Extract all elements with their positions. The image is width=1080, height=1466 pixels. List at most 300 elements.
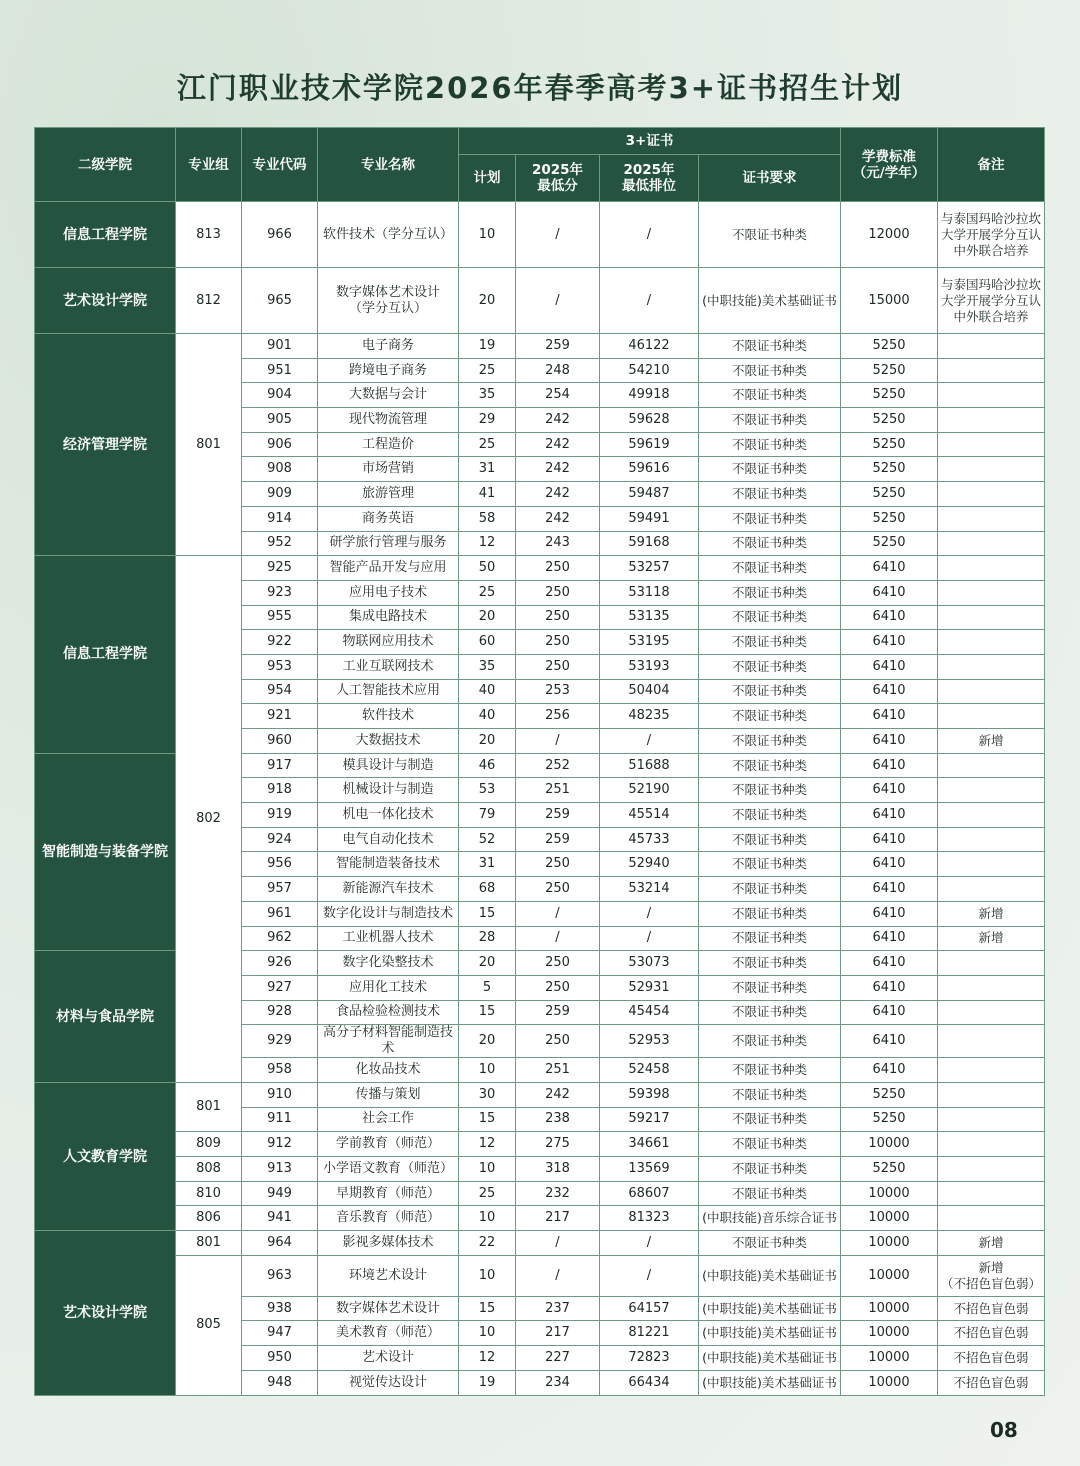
code-cell: 954	[242, 679, 318, 704]
min-rank-cell: /	[600, 202, 699, 268]
plan-cell: 31	[459, 852, 516, 877]
cert-cell: (中职技能)美术基础证书	[699, 1370, 841, 1395]
major-cell: 软件技术	[318, 704, 459, 729]
remark-cell: 新增	[938, 901, 1045, 926]
min-rank-cell: 59487	[600, 482, 699, 507]
code-cell: 956	[242, 852, 318, 877]
cert-cell: 不限证书种类	[699, 827, 841, 852]
major-cell: 电子商务	[318, 334, 459, 359]
remark-cell	[938, 679, 1045, 704]
code-cell: 953	[242, 654, 318, 679]
group-cell: 808	[176, 1157, 242, 1182]
remark-cell	[938, 753, 1045, 778]
code-cell: 941	[242, 1206, 318, 1231]
plan-cell: 28	[459, 926, 516, 951]
plan-cell: 10	[459, 202, 516, 268]
cert-cell: 不限证书种类	[699, 1107, 841, 1132]
major-cell: 数字媒体艺术设计	[318, 1296, 459, 1321]
college-cell: 艺术设计学院	[35, 268, 176, 334]
remark-cell	[938, 1132, 1045, 1157]
plan-cell: 58	[459, 506, 516, 531]
plan-cell: 12	[459, 531, 516, 556]
remark-cell: 不招色盲色弱	[938, 1321, 1045, 1346]
min-score-cell: 259	[516, 827, 600, 852]
plan-cell: 20	[459, 1025, 516, 1058]
cert-cell: 不限证书种类	[699, 1000, 841, 1025]
fee-cell: 5250	[841, 408, 938, 433]
table-body	[35, 202, 1045, 1396]
fee-cell: 5250	[841, 358, 938, 383]
remark-cell: 新增	[938, 729, 1045, 754]
min-rank-cell: 68607	[600, 1181, 699, 1206]
min-score-cell: 250	[516, 951, 600, 976]
major-cell: 小学语文教育（师范）	[318, 1157, 459, 1182]
major-cell: 模具设计与制造	[318, 753, 459, 778]
plan-cell: 25	[459, 432, 516, 457]
min-score-cell: /	[516, 202, 600, 268]
cert-cell: (中职技能)音乐综合证书	[699, 1206, 841, 1231]
page-title: 江门职业技术学院2026年春季高考3+证书招生计划	[176, 71, 904, 105]
cert-cell: 不限证书种类	[699, 457, 841, 482]
fee-cell: 5250	[841, 432, 938, 457]
remark-cell	[938, 704, 1045, 729]
min-rank-cell: 53135	[600, 605, 699, 630]
table-row	[35, 1181, 1045, 1206]
fee-cell: 5250	[841, 531, 938, 556]
major-cell: 智能制造装备技术	[318, 852, 459, 877]
cert-cell: 不限证书种类	[699, 975, 841, 1000]
cert-cell: 不限证书种类	[699, 803, 841, 828]
major-cell: 物联网应用技术	[318, 630, 459, 655]
min-rank-cell: 45454	[600, 1000, 699, 1025]
fee-cell: 6410	[841, 827, 938, 852]
major-cell: 应用化工技术	[318, 975, 459, 1000]
group-cell: 802	[176, 556, 242, 1083]
group-cell: 812	[176, 268, 242, 334]
fee-cell: 6410	[841, 901, 938, 926]
cert-cell: 不限证书种类	[699, 926, 841, 951]
remark-cell	[938, 531, 1045, 556]
min-rank-cell: 53257	[600, 556, 699, 581]
code-cell: 905	[242, 408, 318, 433]
min-rank-cell: 59398	[600, 1082, 699, 1107]
major-cell: 研学旅行管理与服务	[318, 531, 459, 556]
min-rank-cell: 64157	[600, 1296, 699, 1321]
cert-cell: 不限证书种类	[699, 531, 841, 556]
fee-cell: 5250	[841, 457, 938, 482]
remark-cell	[938, 877, 1045, 902]
code-cell: 958	[242, 1058, 318, 1083]
code-cell: 950	[242, 1346, 318, 1371]
fee-cell: 6410	[841, 803, 938, 828]
code-cell: 961	[242, 901, 318, 926]
page-number: 08	[990, 1418, 1018, 1442]
cert-cell: 不限证书种类	[699, 1082, 841, 1107]
fee-cell: 12000	[841, 202, 938, 268]
code-cell: 923	[242, 580, 318, 605]
cert-cell: 不限证书种类	[699, 951, 841, 976]
plan-cell: 19	[459, 1370, 516, 1395]
plan-cell: 31	[459, 457, 516, 482]
code-cell: 949	[242, 1181, 318, 1206]
cert-cell: 不限证书种类	[699, 1157, 841, 1182]
min-score-cell: 254	[516, 383, 600, 408]
cert-cell: 不限证书种类	[699, 556, 841, 581]
remark-cell: 不招色盲色弱	[938, 1296, 1045, 1321]
plan-cell: 25	[459, 580, 516, 605]
cert-cell: 不限证书种类	[699, 852, 841, 877]
plan-cell: 52	[459, 827, 516, 852]
header-fee: 学费标准 （元/学年）	[841, 128, 938, 202]
remark-cell	[938, 457, 1045, 482]
major-cell: 音乐教育（师范）	[318, 1206, 459, 1231]
min-score-cell: 253	[516, 679, 600, 704]
code-cell: 904	[242, 383, 318, 408]
plan-cell: 41	[459, 482, 516, 507]
code-cell: 922	[242, 630, 318, 655]
min-rank-cell: 59616	[600, 457, 699, 482]
plan-cell: 15	[459, 1107, 516, 1132]
remark-cell	[938, 975, 1045, 1000]
major-cell: 美术教育（师范）	[318, 1321, 459, 1346]
min-score-cell: 250	[516, 975, 600, 1000]
min-rank-cell: /	[600, 729, 699, 754]
min-rank-cell: 45733	[600, 827, 699, 852]
cert-cell: 不限证书种类	[699, 334, 841, 359]
remark-cell	[938, 408, 1045, 433]
code-cell: 955	[242, 605, 318, 630]
header-plan: 计划	[459, 155, 516, 202]
cert-cell: 不限证书种类	[699, 1181, 841, 1206]
code-cell: 957	[242, 877, 318, 902]
plan-cell: 20	[459, 605, 516, 630]
plan-cell: 5	[459, 975, 516, 1000]
code-cell: 906	[242, 432, 318, 457]
min-score-cell: 251	[516, 778, 600, 803]
fee-cell: 10000	[841, 1346, 938, 1371]
cert-cell: 不限证书种类	[699, 383, 841, 408]
enrollment-table	[34, 127, 1045, 1396]
remark-cell: 新增	[938, 1231, 1045, 1256]
plan-cell: 20	[459, 268, 516, 334]
table-header	[35, 128, 1045, 202]
fee-cell: 6410	[841, 630, 938, 655]
min-score-cell: 250	[516, 1025, 600, 1058]
remark-cell	[938, 605, 1045, 630]
fee-cell: 5250	[841, 1107, 938, 1132]
fee-cell: 10000	[841, 1321, 938, 1346]
fee-cell: 6410	[841, 704, 938, 729]
min-rank-cell: /	[600, 1231, 699, 1256]
header-cert-req: 证书要求	[699, 155, 841, 202]
plan-cell: 20	[459, 729, 516, 754]
min-rank-cell: /	[600, 926, 699, 951]
min-rank-cell: 52940	[600, 852, 699, 877]
major-cell: 人工智能技术应用	[318, 679, 459, 704]
min-score-cell: 250	[516, 654, 600, 679]
code-cell: 913	[242, 1157, 318, 1182]
cert-cell: 不限证书种类	[699, 482, 841, 507]
college-cell: 材料与食品学院	[35, 951, 176, 1083]
fee-cell: 10000	[841, 1231, 938, 1256]
fee-cell: 6410	[841, 605, 938, 630]
group-cell: 809	[176, 1132, 242, 1157]
college-cell: 人文教育学院	[35, 1082, 176, 1230]
plan-cell: 15	[459, 1000, 516, 1025]
min-rank-cell: 59491	[600, 506, 699, 531]
fee-cell: 6410	[841, 877, 938, 902]
cert-cell: (中职技能)美术基础证书	[699, 1346, 841, 1371]
code-cell: 951	[242, 358, 318, 383]
code-cell: 919	[242, 803, 318, 828]
min-score-cell: 250	[516, 630, 600, 655]
min-rank-cell: 59168	[600, 531, 699, 556]
remark-cell	[938, 482, 1045, 507]
min-score-cell: 275	[516, 1132, 600, 1157]
header-remark: 备注	[938, 128, 1045, 202]
code-cell: 966	[242, 202, 318, 268]
group-cell: 805	[176, 1255, 242, 1395]
remark-cell	[938, 556, 1045, 581]
header-code: 专业代码	[242, 128, 318, 202]
min-score-cell: 242	[516, 432, 600, 457]
min-score-cell: 232	[516, 1181, 600, 1206]
code-cell: 917	[242, 753, 318, 778]
cert-cell: 不限证书种类	[699, 901, 841, 926]
remark-cell	[938, 1000, 1045, 1025]
min-score-cell: 242	[516, 457, 600, 482]
code-cell: 963	[242, 1255, 318, 1296]
min-rank-cell: 53118	[600, 580, 699, 605]
min-score-cell: 238	[516, 1107, 600, 1132]
college-cell: 信息工程学院	[35, 202, 176, 268]
cert-cell: 不限证书种类	[699, 778, 841, 803]
min-rank-cell: /	[600, 901, 699, 926]
plan-cell: 15	[459, 1296, 516, 1321]
major-cell: 跨境电子商务	[318, 358, 459, 383]
major-cell: 新能源汽车技术	[318, 877, 459, 902]
min-score-cell: 227	[516, 1346, 600, 1371]
major-cell: 集成电路技术	[318, 605, 459, 630]
header-min-rank: 2025年 最低排位	[600, 155, 699, 202]
plan-cell: 53	[459, 778, 516, 803]
remark-cell: 不招色盲色弱	[938, 1346, 1045, 1371]
fee-cell: 15000	[841, 268, 938, 334]
min-rank-cell: 49918	[600, 383, 699, 408]
min-score-cell: 318	[516, 1157, 600, 1182]
code-cell: 952	[242, 531, 318, 556]
major-cell: 社会工作	[318, 1107, 459, 1132]
fee-cell: 5250	[841, 334, 938, 359]
cert-cell: (中职技能)美术基础证书	[699, 1321, 841, 1346]
min-rank-cell: 46122	[600, 334, 699, 359]
major-cell: 市场营销	[318, 457, 459, 482]
plan-cell: 12	[459, 1132, 516, 1157]
min-rank-cell: 53214	[600, 877, 699, 902]
plan-cell: 19	[459, 334, 516, 359]
remark-cell	[938, 778, 1045, 803]
fee-cell: 6410	[841, 556, 938, 581]
min-rank-cell: 53073	[600, 951, 699, 976]
plan-cell: 12	[459, 1346, 516, 1371]
fee-cell: 6410	[841, 753, 938, 778]
cert-cell: (中职技能)美术基础证书	[699, 1296, 841, 1321]
table-row	[35, 556, 1045, 581]
remark-cell	[938, 1157, 1045, 1182]
major-cell: 机械设计与制造	[318, 778, 459, 803]
min-rank-cell: 72823	[600, 1346, 699, 1371]
major-cell: 现代物流管理	[318, 408, 459, 433]
header-major: 专业名称	[318, 128, 459, 202]
min-score-cell: 242	[516, 1082, 600, 1107]
min-score-cell: 250	[516, 605, 600, 630]
fee-cell: 6410	[841, 654, 938, 679]
min-rank-cell: 59619	[600, 432, 699, 457]
remark-cell	[938, 1082, 1045, 1107]
fee-cell: 10000	[841, 1255, 938, 1296]
cert-cell: 不限证书种类	[699, 1058, 841, 1083]
code-cell: 910	[242, 1082, 318, 1107]
major-cell: 艺术设计	[318, 1346, 459, 1371]
remark-cell	[938, 827, 1045, 852]
major-cell: 数字化设计与制造技术	[318, 901, 459, 926]
remark-cell	[938, 1181, 1045, 1206]
major-cell: 工程造价	[318, 432, 459, 457]
min-rank-cell: 53195	[600, 630, 699, 655]
min-score-cell: /	[516, 926, 600, 951]
major-cell: 数字化染整技术	[318, 951, 459, 976]
remark-cell: 新增 （不招色盲色弱）	[938, 1255, 1045, 1296]
major-cell: 智能产品开发与应用	[318, 556, 459, 581]
code-cell: 927	[242, 975, 318, 1000]
fee-cell: 5250	[841, 1082, 938, 1107]
min-score-cell: 243	[516, 531, 600, 556]
min-rank-cell: 34661	[600, 1132, 699, 1157]
min-rank-cell: /	[600, 1255, 699, 1296]
group-cell: 801	[176, 1082, 242, 1131]
plan-cell: 29	[459, 408, 516, 433]
major-cell: 数字媒体艺术设计 （学分互认）	[318, 268, 459, 334]
remark-cell	[938, 358, 1045, 383]
min-score-cell: 217	[516, 1321, 600, 1346]
cert-cell: 不限证书种类	[699, 1231, 841, 1256]
code-cell: 964	[242, 1231, 318, 1256]
cert-cell: 不限证书种类	[699, 729, 841, 754]
min-rank-cell: 50404	[600, 679, 699, 704]
cert-cell: (中职技能)美术基础证书	[699, 268, 841, 334]
min-rank-cell: 48235	[600, 704, 699, 729]
code-cell: 947	[242, 1321, 318, 1346]
major-cell: 传播与策划	[318, 1082, 459, 1107]
remark-cell	[938, 334, 1045, 359]
major-cell: 大数据与会计	[318, 383, 459, 408]
remark-cell: 与泰国玛哈沙拉坎 大学开展学分互认 中外联合培养	[938, 268, 1045, 334]
fee-cell: 6410	[841, 852, 938, 877]
min-rank-cell: 81323	[600, 1206, 699, 1231]
fee-cell: 10000	[841, 1132, 938, 1157]
remark-cell	[938, 803, 1045, 828]
cert-cell: 不限证书种类	[699, 605, 841, 630]
code-cell: 938	[242, 1296, 318, 1321]
code-cell: 965	[242, 268, 318, 334]
cert-cell: 不限证书种类	[699, 630, 841, 655]
min-rank-cell: 59628	[600, 408, 699, 433]
code-cell: 962	[242, 926, 318, 951]
min-score-cell: /	[516, 1231, 600, 1256]
remark-cell	[938, 1107, 1045, 1132]
cert-cell: 不限证书种类	[699, 753, 841, 778]
plan-cell: 30	[459, 1082, 516, 1107]
min-score-cell: 256	[516, 704, 600, 729]
fee-cell: 5250	[841, 482, 938, 507]
cert-cell: 不限证书种类	[699, 877, 841, 902]
min-score-cell: 259	[516, 1000, 600, 1025]
table-row	[35, 202, 1045, 268]
table-row	[35, 1082, 1045, 1107]
major-cell: 化妆品技术	[318, 1058, 459, 1083]
plan-cell: 10	[459, 1058, 516, 1083]
code-cell: 924	[242, 827, 318, 852]
min-rank-cell: 81221	[600, 1321, 699, 1346]
major-cell: 学前教育（师范）	[318, 1132, 459, 1157]
cert-cell: 不限证书种类	[699, 202, 841, 268]
plan-cell: 35	[459, 654, 516, 679]
min-score-cell: /	[516, 1255, 600, 1296]
code-cell: 901	[242, 334, 318, 359]
min-score-cell: 250	[516, 877, 600, 902]
plan-cell: 10	[459, 1321, 516, 1346]
plan-cell: 68	[459, 877, 516, 902]
min-score-cell: /	[516, 268, 600, 334]
code-cell: 929	[242, 1025, 318, 1058]
cert-cell: 不限证书种类	[699, 1132, 841, 1157]
min-rank-cell: 53193	[600, 654, 699, 679]
min-score-cell: 259	[516, 803, 600, 828]
min-rank-cell: /	[600, 268, 699, 334]
cert-cell: 不限证书种类	[699, 358, 841, 383]
fee-cell: 10000	[841, 1296, 938, 1321]
min-score-cell: /	[516, 729, 600, 754]
major-cell: 环境艺术设计	[318, 1255, 459, 1296]
remark-cell	[938, 852, 1045, 877]
min-score-cell: 251	[516, 1058, 600, 1083]
plan-cell: 50	[459, 556, 516, 581]
major-cell: 大数据技术	[318, 729, 459, 754]
cert-cell: 不限证书种类	[699, 580, 841, 605]
code-cell: 914	[242, 506, 318, 531]
fee-cell: 5250	[841, 1157, 938, 1182]
remark-cell: 新增	[938, 926, 1045, 951]
major-cell: 影视多媒体技术	[318, 1231, 459, 1256]
remark-cell	[938, 580, 1045, 605]
min-score-cell: 234	[516, 1370, 600, 1395]
code-cell: 948	[242, 1370, 318, 1395]
min-rank-cell: 52953	[600, 1025, 699, 1058]
major-cell: 旅游管理	[318, 482, 459, 507]
cert-cell: 不限证书种类	[699, 432, 841, 457]
group-cell: 806	[176, 1206, 242, 1231]
major-cell: 食品检验检测技术	[318, 1000, 459, 1025]
cert-cell: (中职技能)美术基础证书	[699, 1255, 841, 1296]
plan-cell: 10	[459, 1206, 516, 1231]
enrollment-table-container	[34, 127, 1044, 1396]
plan-cell: 35	[459, 383, 516, 408]
code-cell: 908	[242, 457, 318, 482]
code-cell: 918	[242, 778, 318, 803]
major-cell: 工业机器人技术	[318, 926, 459, 951]
cert-cell: 不限证书种类	[699, 1025, 841, 1058]
major-cell: 软件技术（学分互认）	[318, 202, 459, 268]
